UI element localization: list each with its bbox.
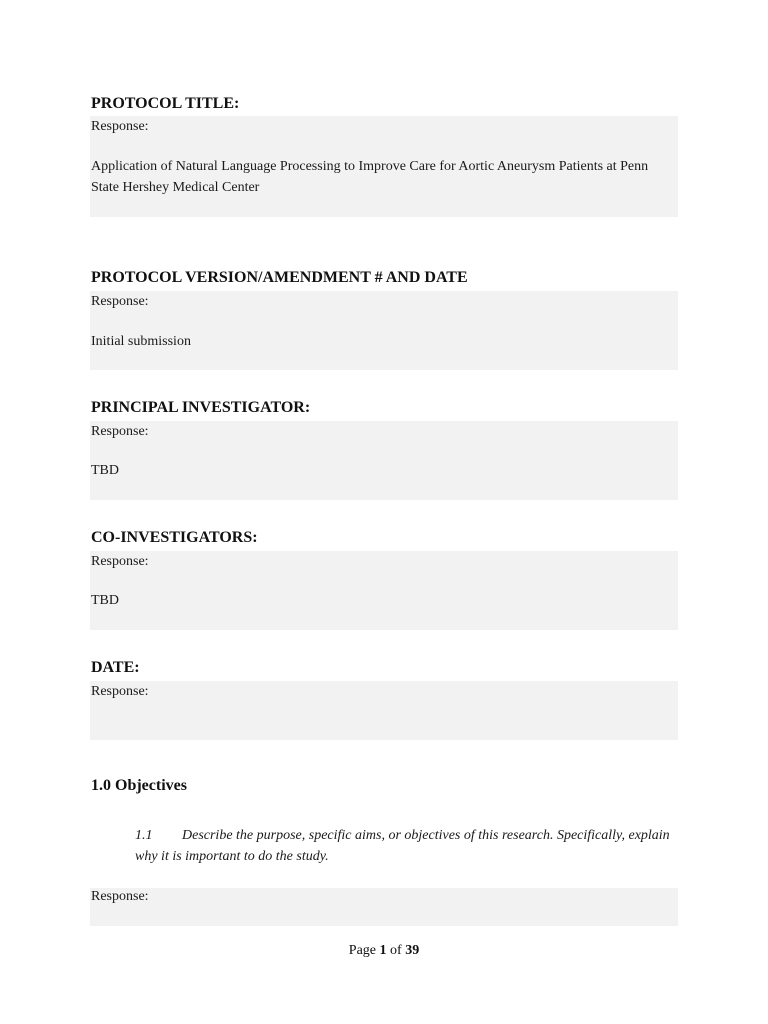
- objective-item: [135, 825, 680, 867]
- page-prefix: Page: [348, 943, 377, 958]
- objective-item-number: 1.1: [135, 828, 153, 843]
- principal-investigator-response-box[interactable]: [90, 421, 678, 500]
- page-footer: [0, 942, 768, 960]
- principal-investigator-value: TBD: [91, 463, 119, 478]
- protocol-version-heading: PROTOCOL VERSION/AMENDMENT # AND DATE: [91, 269, 468, 286]
- objective-item-text: Describe the purpose, specific aims, or objectives of this research. Specifically, explain why it is important to do the study.: [135, 828, 670, 864]
- current-page-number: 1: [379, 943, 387, 958]
- protocol-title-value: Application of Natural Language Processing to Improve Care for Aortic Aneurysm Patients at Penn State Hershey Medical Center: [91, 159, 649, 195]
- co-investigators-heading: CO-INVESTIGATORS:: [91, 529, 258, 546]
- response-label: Response:: [91, 119, 149, 134]
- co-investigators-value: TBD: [91, 593, 119, 608]
- objectives-heading: 1.0 Objectives: [91, 777, 187, 794]
- response-label: Response:: [91, 889, 149, 904]
- page-of-text: of: [390, 943, 402, 958]
- objectives-response-box[interactable]: [90, 888, 678, 926]
- protocol-version-value: Initial submission: [91, 334, 191, 349]
- response-label: Response:: [91, 424, 149, 439]
- protocol-title-response-box[interactable]: [90, 116, 678, 217]
- principal-investigator-heading: PRINCIPAL INVESTIGATOR:: [91, 399, 311, 416]
- protocol-title-heading: PROTOCOL TITLE:: [91, 95, 240, 112]
- co-investigators-response-box[interactable]: [90, 551, 678, 630]
- protocol-version-response-box[interactable]: [90, 291, 678, 370]
- date-heading: DATE:: [91, 659, 140, 676]
- response-label: Response:: [91, 684, 149, 699]
- response-label: Response:: [91, 294, 149, 309]
- response-label: Response:: [91, 554, 149, 569]
- date-response-box[interactable]: [90, 681, 678, 740]
- total-pages-number: 39: [405, 943, 420, 958]
